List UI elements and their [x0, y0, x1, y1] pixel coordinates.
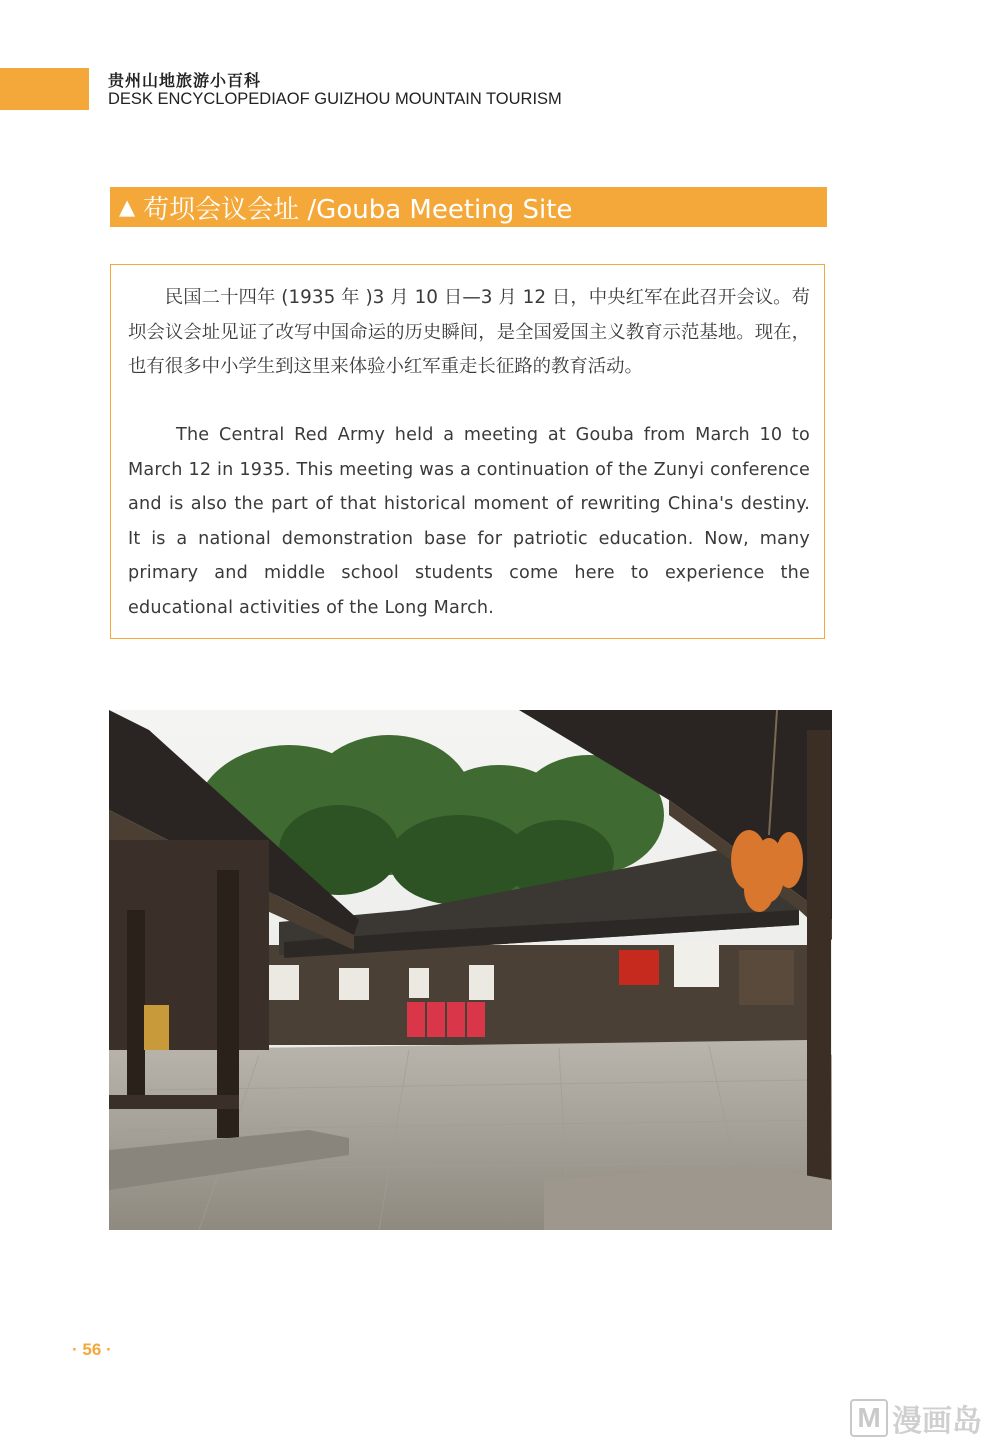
- watermark-logo: [850, 1398, 996, 1438]
- watermark-m-icon: M: [850, 1399, 888, 1437]
- header-title-en: DESK ENCYCLOPEDIAOF GUIZHOU MOUNTAIN TOURISM: [108, 90, 562, 108]
- watermark-text: 漫画岛: [892, 1404, 982, 1439]
- page-number: · 56 ·: [72, 1340, 112, 1359]
- section-title: 苟坝会议会址 /Gouba Meeting Site: [143, 194, 573, 225]
- triangle-icon: ▲: [119, 195, 136, 219]
- courtyard-photo: [109, 710, 832, 1230]
- header-accent-tab: [0, 68, 89, 110]
- paragraph-cn: 民国二十四年 (1935 年 )3 月 10 日—3 月 12 日，中央红军在此召开会议。苟坝会议会址见证了改写中国命运的历史瞬间，是全国爱国主义教育示范基地。现在，也有很多中小学生到这里来体验小红军重走长征路的教育活动。: [128, 287, 810, 377]
- section-title-bar: [110, 187, 827, 227]
- paragraph-en: The Central Red Army held a meeting at Gouba from March 10 to March 12 in 1935. This meeting was a continuation of the Zunyi conference and is also the part of that historical moment of rewriting China's destiny. It is a national demonstration base for patriotic education. Now, many primary and middle school students come here to experience the educational activities of the Long March.: [128, 425, 810, 618]
- description-box: [110, 264, 825, 639]
- header-title-cn: 贵州山地旅游小百科: [108, 71, 262, 90]
- courtyard-photo-illustration: [109, 710, 832, 1230]
